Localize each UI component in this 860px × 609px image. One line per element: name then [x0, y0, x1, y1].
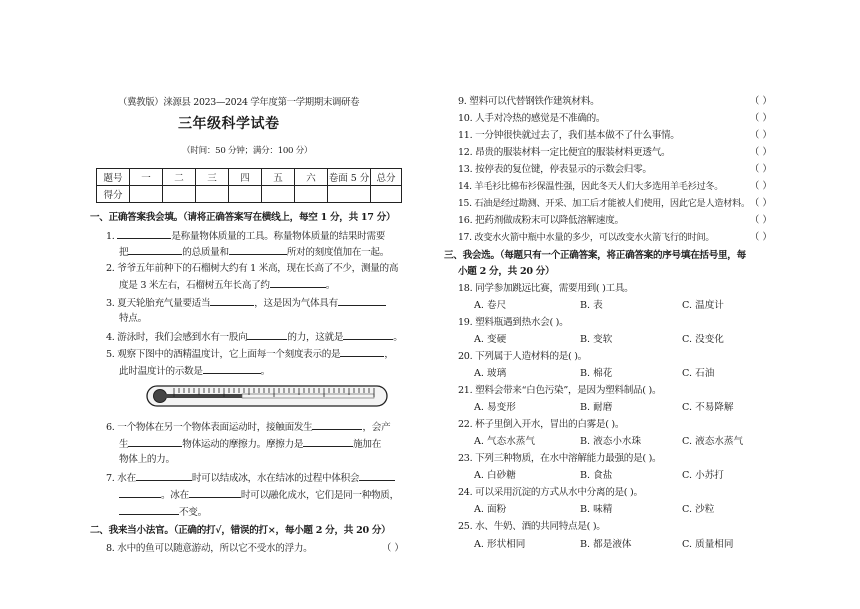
question-14: 14. 羊毛衫比棉布衫保温性强，因此冬天人们大多选用羊毛衫过冬。	[458, 181, 724, 192]
thermometer-image	[146, 383, 390, 409]
score-table-score-row	[97, 186, 402, 203]
answer-blank[interactable]	[312, 420, 362, 430]
score-cell: 题号	[97, 169, 130, 186]
option-a[interactable]: A. 易变形	[474, 402, 516, 413]
answer-blank[interactable]	[189, 488, 241, 498]
question-16: 16. 把药剂做成粉末可以降低溶解速度。	[458, 215, 624, 226]
question-23: 23. 下列三种物质，在水中溶解能力最强的是( )。	[458, 453, 662, 464]
question-1-line1: 1. 是称量物体质量的工具。称量物体质量的结果时需要	[106, 231, 386, 242]
score-cell: 卷面 5 分	[328, 169, 371, 186]
option-a[interactable]: A. 白砂糖	[474, 470, 516, 481]
answer-blank[interactable]	[338, 296, 386, 306]
answer-blank[interactable]	[119, 505, 179, 515]
option-c[interactable]: C. 质量相同	[682, 539, 734, 550]
option-c[interactable]: C. 液态水蒸气	[682, 436, 744, 447]
score-cell: 一	[130, 169, 163, 186]
question-6-line1: 6. 一个物体在另一个物体表面运动时，接触面发生 ，会产	[106, 422, 391, 433]
option-b[interactable]: B. 都是液体	[580, 539, 632, 550]
answer-paren[interactable]: （ ）	[749, 147, 772, 158]
question-8: 8. 水中的鱼可以随意游动，所以它不受水的浮力。	[106, 543, 313, 554]
option-c[interactable]: C. 没变化	[682, 334, 724, 345]
score-row-label: 得分	[97, 186, 130, 203]
answer-paren[interactable]: （ ）	[749, 232, 772, 243]
score-cell: 二	[163, 169, 196, 186]
answer-paren[interactable]: （ ）	[381, 543, 404, 554]
answer-blank[interactable]	[343, 330, 393, 340]
option-c[interactable]: C. 不易降解	[682, 402, 734, 413]
answer-blank[interactable]	[247, 330, 287, 340]
question-15: 15. 石油是经过勘测、开采、加工后才能被人们使用，因此它是人造材料。	[458, 198, 750, 209]
answer-blank[interactable]	[128, 437, 182, 447]
score-cell: 总分	[371, 169, 402, 186]
question-24: 24. 可以采用沉淀的方式从水中分离的是( )。	[458, 487, 643, 498]
answer-paren[interactable]: （ ）	[749, 130, 772, 141]
option-a[interactable]: A. 形状相同	[474, 539, 526, 550]
question-12: 12. 昂贵的服装材料一定比便宜的服装材料更透气。	[458, 147, 671, 158]
section3-heading: 三、我会选。（每题只有一个正确答案，将正确答案的序号填在括号里，每	[444, 250, 746, 261]
score-table	[96, 168, 402, 203]
answer-paren[interactable]: （ ）	[749, 198, 772, 209]
exam-subtitle: 三年级科学试卷	[178, 116, 280, 132]
answer-paren[interactable]: （ ）	[749, 215, 772, 226]
answer-blank[interactable]	[340, 347, 384, 357]
score-input-cell[interactable]	[196, 186, 229, 203]
score-cell: 六	[295, 169, 328, 186]
option-c[interactable]: C. 小苏打	[682, 470, 724, 481]
question-7-line1: 7. 水在 时可以结成冰，水在结冰的过程中体积会	[106, 471, 395, 485]
answer-blank[interactable]	[119, 488, 161, 498]
option-a[interactable]: A. 玻璃	[474, 368, 507, 379]
score-cell: 五	[262, 169, 295, 186]
question-18: 18. 同学参加跳远比赛，需要用到( )工具。	[458, 283, 634, 294]
question-2-line1: 2. 爷爷五年前种下的石榴树大约有 1 米高，现在长高了不少，测量的高	[106, 263, 399, 274]
question-11: 11. 一分钟很快就过去了，我们基本做不了什么事情。	[458, 130, 680, 141]
answer-blank[interactable]	[210, 296, 254, 306]
score-cell: 三	[196, 169, 229, 186]
question-4: 4. 游泳时，我们会感到水有一股向 的力，这就是 。	[106, 332, 403, 343]
question-13: 13. 按停表的复位键，停表显示的示数会归零。	[458, 164, 652, 175]
answer-blank[interactable]	[117, 229, 171, 239]
question-1-line2: 把 的总质量和 所对的刻度值加在一起。	[119, 247, 389, 258]
option-c[interactable]: C. 沙粒	[682, 504, 715, 515]
question-5-line1: 5. 观察下图中的酒精温度计，它上面每一个刻度表示的是 ，	[106, 349, 394, 360]
question-6-line2: 生 物体运动的摩擦力。摩擦力是 施加在	[119, 439, 382, 450]
option-b[interactable]: B. 液态小水珠	[580, 436, 642, 447]
score-input-cell[interactable]	[229, 186, 262, 203]
question-3-line1: 3. 夏天轮胎充气量要适当 ，这是因为气体具有	[106, 296, 386, 310]
question-7-line2: 。冰在 时可以融化成水，它们是同一种物质，	[119, 488, 399, 502]
score-input-cell[interactable]	[163, 186, 196, 203]
option-b[interactable]: B. 食盐	[580, 470, 613, 481]
option-a[interactable]: A. 气态水蒸气	[474, 436, 535, 447]
question-20: 20. 下列属于人造材料的是( )。	[458, 351, 587, 362]
answer-paren[interactable]: （ ）	[749, 96, 772, 107]
answer-blank[interactable]	[359, 471, 395, 481]
question-25: 25. 水、牛奶、酒的共同特点是( )。	[458, 521, 606, 532]
score-table-header-row	[97, 169, 402, 186]
question-22: 22. 杯子里倒入开水，冒出的白雾是( )。	[458, 419, 625, 430]
exam-title-line: （冀教版）涞源县 2023—2024 学年度第一学期期末调研卷	[118, 97, 360, 108]
section2-heading: 二、我来当小法官。（正确的打√，错误的打×，每小题 2 分，共 20 分）	[90, 525, 391, 536]
option-b[interactable]: B. 味精	[580, 504, 613, 515]
question-2-line2: 度是 3 米左右，石榴树五年长高了约 。	[119, 280, 336, 291]
question-21: 21. 塑料会带来“白色污染”，是因为塑料制品( )。	[458, 385, 662, 396]
option-b[interactable]: B. 耐磨	[580, 402, 613, 413]
option-a[interactable]: A. 卷尺	[474, 300, 507, 311]
score-cell: 四	[229, 169, 262, 186]
score-input-cell[interactable]	[262, 186, 295, 203]
answer-blank[interactable]	[270, 278, 326, 288]
question-10: 10. 人手对冷热的感觉是不准确的。	[458, 113, 606, 124]
question-5-line2: 此时温度计的示数是 。	[119, 366, 270, 377]
answer-paren[interactable]: （ ）	[749, 113, 772, 124]
option-b[interactable]: B. 棉花	[580, 368, 613, 379]
answer-blank[interactable]	[229, 245, 287, 255]
score-input-cell[interactable]	[328, 186, 371, 203]
option-c[interactable]: C. 石油	[682, 368, 715, 379]
option-b[interactable]: B. 表	[580, 300, 603, 311]
answer-blank[interactable]	[128, 245, 182, 255]
score-input-cell[interactable]	[371, 186, 402, 203]
score-input-cell[interactable]	[295, 186, 328, 203]
score-input-cell[interactable]	[130, 186, 163, 203]
question-3-line2: 特点。	[119, 313, 147, 324]
section1-heading: 一、正确答案我会填。（请将正确答案写在横线上，每空 1 分，共 17 分）	[90, 212, 396, 223]
option-a[interactable]: A. 变硬	[474, 334, 507, 345]
question-7-line3: 不变。	[119, 505, 207, 519]
answer-blank[interactable]	[303, 437, 353, 447]
question-17: 17. 改变水火箭中瓶中水量的多少，可以改变水火箭飞行的时间。	[458, 232, 715, 243]
option-b[interactable]: B. 变软	[580, 334, 613, 345]
answer-blank[interactable]	[203, 364, 261, 374]
exam-meta: （时间：50 分钟；满分：100 分）	[182, 146, 313, 156]
answer-paren[interactable]: （ ）	[749, 181, 772, 192]
question-19: 19. 塑料瓶遇到热水会( )。	[458, 317, 569, 328]
question-9: 9. 塑料可以代替钢铁作建筑材料。	[458, 96, 600, 107]
answer-blank[interactable]	[136, 471, 192, 481]
question-6-line3: 物体上的力。	[119, 454, 175, 465]
answer-paren[interactable]: （ ）	[749, 164, 772, 175]
option-c[interactable]: C. 温度计	[682, 300, 724, 311]
section3-heading-cont: 小题 2 分，共 20 分）	[458, 266, 555, 277]
option-a[interactable]: A. 面粉	[474, 504, 507, 515]
